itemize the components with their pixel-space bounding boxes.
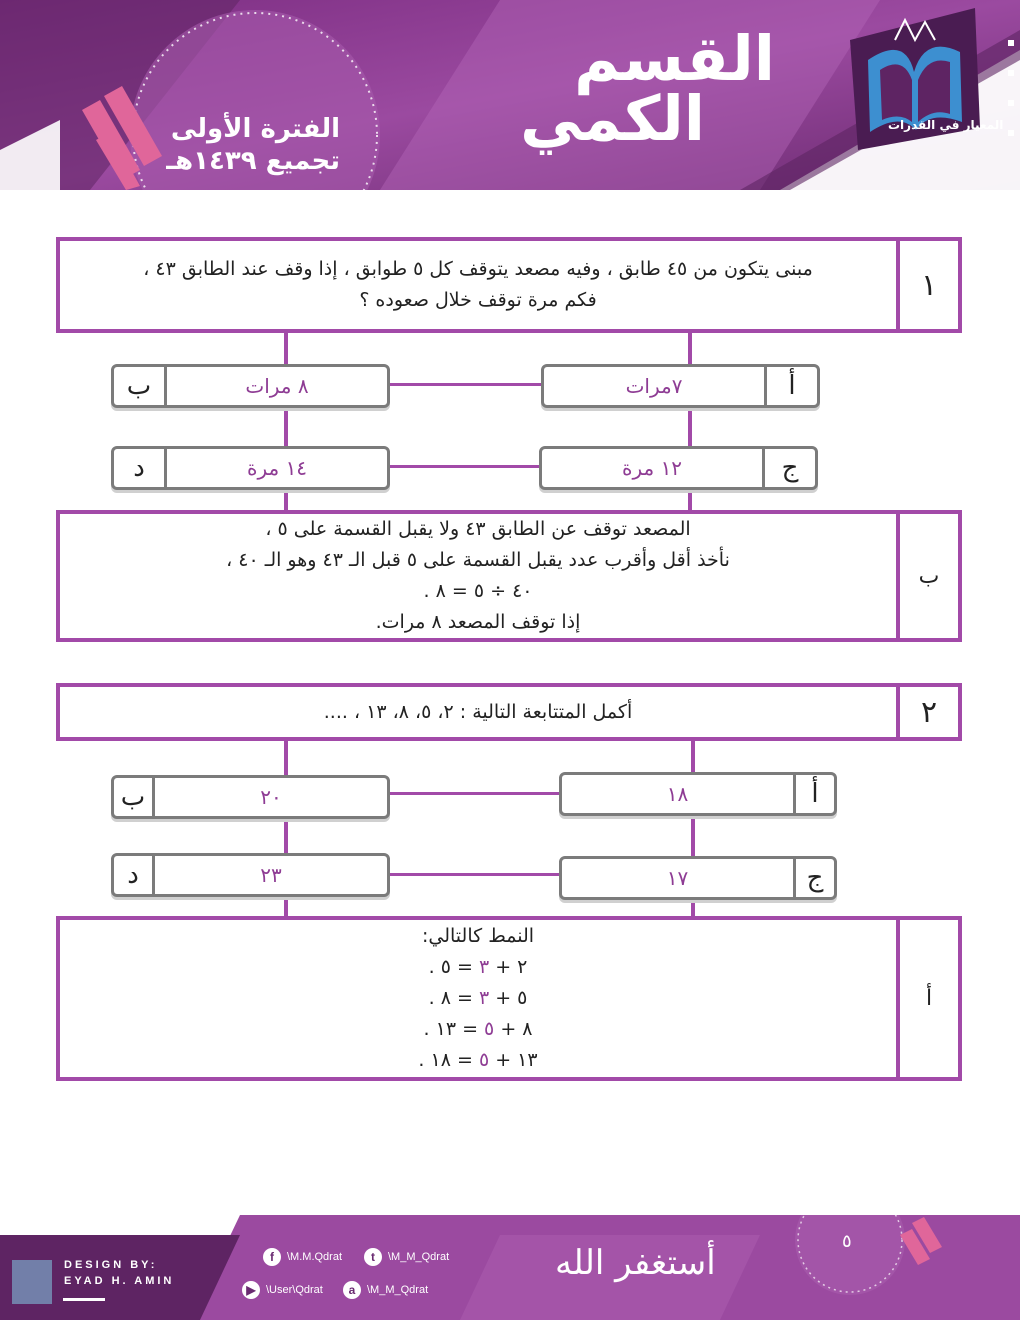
option-letter: ب <box>114 367 167 405</box>
question-1-line: فكم مرة توقف خلال صعوده ؟ <box>359 289 597 311</box>
ask-icon[interactable]: a <box>343 1281 361 1299</box>
solution-step: ٨ + ٥ = ١٣ . <box>423 1018 533 1040</box>
option-c[interactable] <box>539 446 818 490</box>
design-by-label: DESIGN BY: <box>64 1259 158 1271</box>
option-letter: د <box>114 449 167 487</box>
solution-step: ٢ + ٣ = ٥ . <box>428 956 528 978</box>
option-value: ٧مرات <box>625 374 683 398</box>
twitter-handle[interactable]: \M_M_Qdrat <box>388 1251 450 1263</box>
answer-2-letter: أ <box>896 920 958 1077</box>
option-letter: ج <box>793 859 834 897</box>
connector <box>390 873 560 876</box>
solution-line: ٤٠ ÷ ٥ = ٨ . <box>423 580 533 602</box>
solution-title: النمط كالتالي: <box>421 925 535 947</box>
question-1-text <box>60 241 896 329</box>
option-letter: أ <box>793 775 834 813</box>
title-line-1: القسم <box>574 22 775 95</box>
facebook-handle[interactable]: \M.M.Qdrat <box>287 1251 343 1263</box>
option-d[interactable] <box>111 446 390 490</box>
question-2-number: ٢ <box>896 687 958 737</box>
option-value: ٢٠ <box>260 785 282 809</box>
calligraphy-text: أستغفر الله <box>555 1243 716 1283</box>
twitter-icon[interactable]: t <box>364 1248 382 1266</box>
solution-step: ١٣ + ٥ = ١٨ . <box>418 1049 538 1071</box>
period-label: الفترة الأولى <box>170 114 340 144</box>
solution-1-text <box>60 514 896 638</box>
option-a[interactable] <box>559 772 837 816</box>
designer-name: EYAD H. AMIN <box>64 1275 175 1287</box>
question-2-text <box>60 687 896 737</box>
question-2-line: أكمل المتتابعة التالية : ٢، ٥، ٨، ١٣ ، .... <box>323 700 633 723</box>
option-value: ١٤ مرة <box>246 456 308 480</box>
header-banner <box>0 0 1020 190</box>
youtube-icon[interactable]: ▶ <box>242 1281 260 1299</box>
option-d[interactable] <box>111 853 390 897</box>
solution-1-box <box>56 510 962 642</box>
solution-2-box <box>56 916 962 1081</box>
connector <box>390 383 542 386</box>
option-value: ١٧ <box>666 866 689 890</box>
collection-label: تجميع ١٤٣٩هـ <box>166 146 340 176</box>
facebook-icon[interactable]: f <box>263 1248 281 1266</box>
answer-1-letter: ب <box>896 514 958 638</box>
solution-line: المصعد توقف عن الطابق ٤٣ ولا يقبل القسمة على ٥ ، <box>265 518 691 540</box>
solution-line: نأخذ أقل وأقرب عدد يقبل القسمة على ٥ قبل الـ ٤٣ وهو الـ ٤٠ ، <box>226 549 730 571</box>
solution-step: ٥ + ٣ = ٨ . <box>428 987 528 1009</box>
option-a[interactable] <box>541 364 820 408</box>
option-value: ٢٣ <box>260 863 282 887</box>
ask-handle[interactable]: \M_M_Qdrat <box>367 1284 429 1296</box>
option-b[interactable] <box>111 775 390 819</box>
header-background <box>0 0 1020 190</box>
option-letter: أ <box>764 367 817 405</box>
option-letter: ب <box>114 778 155 816</box>
option-c[interactable] <box>559 856 837 900</box>
connector <box>390 792 560 795</box>
question-2-box <box>56 683 962 741</box>
option-value: ٨ مرات <box>245 374 309 398</box>
logo-text: المعيار في القدرات <box>888 118 1004 132</box>
question-1-box <box>56 237 962 333</box>
connector <box>390 465 542 468</box>
question-1-line: مبنى يتكون من ٤٥ طابق ، وفيه مصعد يتوقف كل ٥ طوابق ، إذا وقف عند الطابق ٤٣ ، <box>143 258 813 280</box>
solution-2-text <box>60 920 896 1077</box>
question-1-number: ١ <box>896 241 958 329</box>
title-line-2: الكمي <box>520 82 705 155</box>
youtube-handle[interactable]: \User\Qdrat <box>266 1284 323 1296</box>
option-letter: ج <box>762 449 815 487</box>
footer-banner <box>0 1215 1020 1320</box>
option-letter: د <box>114 856 155 894</box>
solution-line: إذا توقف المصعد ٨ مرات. <box>375 611 581 633</box>
option-value: ١٨ <box>666 782 689 806</box>
option-value: ١٢ مرة <box>621 456 683 480</box>
option-b[interactable] <box>111 364 390 408</box>
page-number: ٥ <box>842 1231 852 1252</box>
